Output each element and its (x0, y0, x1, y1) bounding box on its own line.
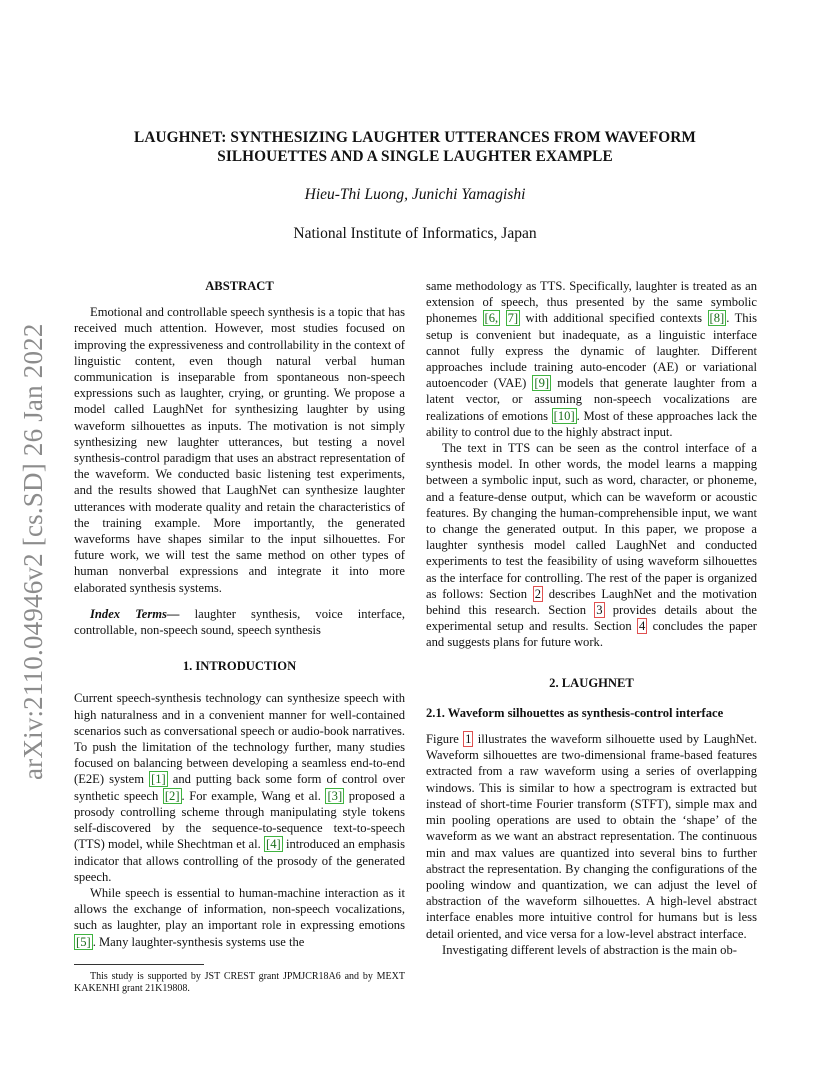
intro-text: proposed a prosody controlling scheme through manipulating style tokens self-discovered by the sequence-to-sequence text-to-speech (TTS) model, while Shechtman et al. (74, 788, 406, 852)
intro-text: introduced an emphasis indicator that allows controlling of the prosody of the generated speech. (74, 837, 406, 884)
section-link[interactable]: 3 (596, 603, 603, 618)
citation-link[interactable]: [10] (553, 408, 575, 423)
citation-link[interactable]: [8] (709, 311, 725, 326)
arxiv-stamp: arXiv:2110.04946v2 [cs.SD] 26 Jan 2022 (18, 323, 48, 780)
section-link[interactable]: 4 (638, 619, 646, 634)
body-text: illustrates the waveform silhouette used by LaughNet. Waveform silhouettes are two-dimensional frame-based features extracted from a raw waveform using a series of overlapping windows. This is similar to how a spectrogram is extracted but instead of short-time Fourier transform (STFT), simple max and min pooling operations are used to obtain the ‘shape’ of the waveform as we want an abstract representation. The continuous min and max values are quantized into several bins to further abstract the representation. By changing the configurations of the pooling window and quantization, we can adjust the level of abstraction of the waveform silhouettes. A high-level abstract interface enables more intuitive control for humans but is less detail oriented, and vice versa for a low-level abstract interface. (426, 732, 758, 941)
body-text: with additional specified contexts (520, 311, 708, 326)
intro-text: and putting back some form of control over synthetic speech (74, 772, 405, 803)
right-paragraph-1 (426, 278, 757, 440)
citation-link[interactable]: 7] (507, 311, 519, 326)
body-text: describes LaughNet and the motivation behind this research. Section (426, 586, 757, 618)
citation-link[interactable]: [1] (151, 772, 166, 787)
right-column (426, 278, 757, 958)
body-text: same methodology as TTS. Specifically, laughter is treated as an extension of speech, thus presented by the same symbolic phonemes (426, 279, 757, 326)
intro-paragraph-1 (74, 690, 405, 884)
citation-link[interactable]: [4] (266, 837, 281, 852)
right-paragraph-4: Investigating different levels of abstraction is the main ob- (442, 942, 737, 957)
body-text: . This setup is convenient but inadequate, as a linguistic interface cannot fully express the dynamic of laughter. Different approaches include training auto-encoder (AE) or variational autoencoder (VAE) (426, 311, 757, 391)
left-column (74, 278, 405, 996)
intro-text: . For example, Wang et al. (181, 788, 326, 803)
authors: Hieu-Thi Luong, Junichi Yamagishi (304, 186, 526, 203)
citation-link[interactable]: [2] (164, 788, 180, 803)
index-terms (74, 606, 405, 638)
section-link[interactable]: 2 (534, 586, 542, 601)
abstract-heading: ABSTRACT (205, 279, 274, 293)
body-text: concludes the paper and suggests plans for future work. (426, 619, 757, 650)
right-paragraph-2 (426, 440, 757, 651)
intro-text: Current speech-synthesis technology can synthesize speech with high naturalness and in a convenient manner for well-contained scenarios such as conversational speech or audio-book narratives. To push the limitation of the technology further, many studies focused on balancing between developing a seamless end-to-end (E2E) system (74, 691, 405, 787)
affiliation: National Institute of Informatics, Japan (293, 225, 537, 242)
intro-heading: 1. INTRODUCTION (182, 659, 297, 674)
intro-text: . Many laughter-synthesis systems use the (92, 934, 305, 949)
citation-link[interactable]: [6, (484, 311, 499, 326)
right-paragraph-3 (426, 731, 757, 942)
laughnet-heading: 2. LAUGHNET (549, 675, 634, 690)
citation-link[interactable]: [5] (76, 934, 91, 949)
subsection-heading: 2.1. Waveform silhouettes as synthesis-control interface (426, 705, 724, 720)
index-terms-label: Index Terms— (90, 606, 180, 621)
title-line-1: LAUGHNET: SYNTHESIZING LAUGHTER UTTERANCES FROM WAVEFORM (134, 129, 696, 146)
body-text: Figure (426, 732, 464, 747)
paper-title (90, 128, 740, 166)
body-text: provides details about the experimental setup and results. Section (426, 603, 757, 634)
abstract-text: Emotional and controllable speech synthesis is a topic that has received much attention. However, most studies focused on improving the expressiveness and controllability in the context of linguistic content, even though natural verbal human communication is inseparable from spontaneous non-speech expressions such as laughter, crying, or grunting. We propose a model called LaughNet for synthesizing laughter by using waveform silhouettes as inputs. The motivation is not simply synthesizing new laughter utterances, but testing a novel synthesis-control paradigm that uses an abstract representation of the waveform. We conducted basic listening test experiments, and the results showed that LaughNet can synthesize laughter utterances with moderate quality and retain the characteristics of the training example. More importantly, the generated waveforms have shapes similar to the input silhouettes. For future work, we will test the same method on other types of human nonverbal expressions and integrate it into more elaborated synthesis systems. (74, 305, 405, 595)
figure-link[interactable]: 1 (465, 732, 472, 747)
citation-link[interactable]: [3] (327, 788, 343, 803)
citation-link[interactable]: [9] (534, 376, 550, 391)
body-text: . Most of these approaches lack the ability to control due to the highly abstract input. (426, 408, 757, 439)
title-line-2: SILHOUETTES AND A SINGLE LAUGHTER EXAMPLE (217, 148, 613, 165)
footnote: This study is supported by JST CREST grant JPMJCR18A6 and by MEXT KAKENHI grant 21K19808. (74, 970, 405, 995)
body-text: The text in TTS can be seen as the control interface of a synthesis model. In other words, the model learns a mapping between a symbolic input, such as word, character, or phoneme, and a feature-dense output, which can be waveform or acoustic features. By changing the human-comprehensible input, we want to change the generated output. In this paper, we propose a laughter synthesis model called LaughNet and conducted experiments to test the feasibility of using waveform silhouettes as the interface for controlling. The rest of the paper is organized as follows: Section (426, 441, 757, 601)
body-text: models that generate laughter from a latent vector, or assuming non-speech vocalizations are realizations of emotions (426, 376, 757, 423)
index-terms-text: laughter synthesis, voice interface, controllable, non-speech sound, speech synthesis (74, 606, 405, 638)
intro-text: While speech is essential to human-machine interaction as it allows the exchange of information, non-speech vocalizations, such as laughter, play an important role in expressing emotions (74, 885, 405, 933)
intro-paragraph-2 (74, 885, 405, 950)
footnote-rule (74, 964, 204, 965)
